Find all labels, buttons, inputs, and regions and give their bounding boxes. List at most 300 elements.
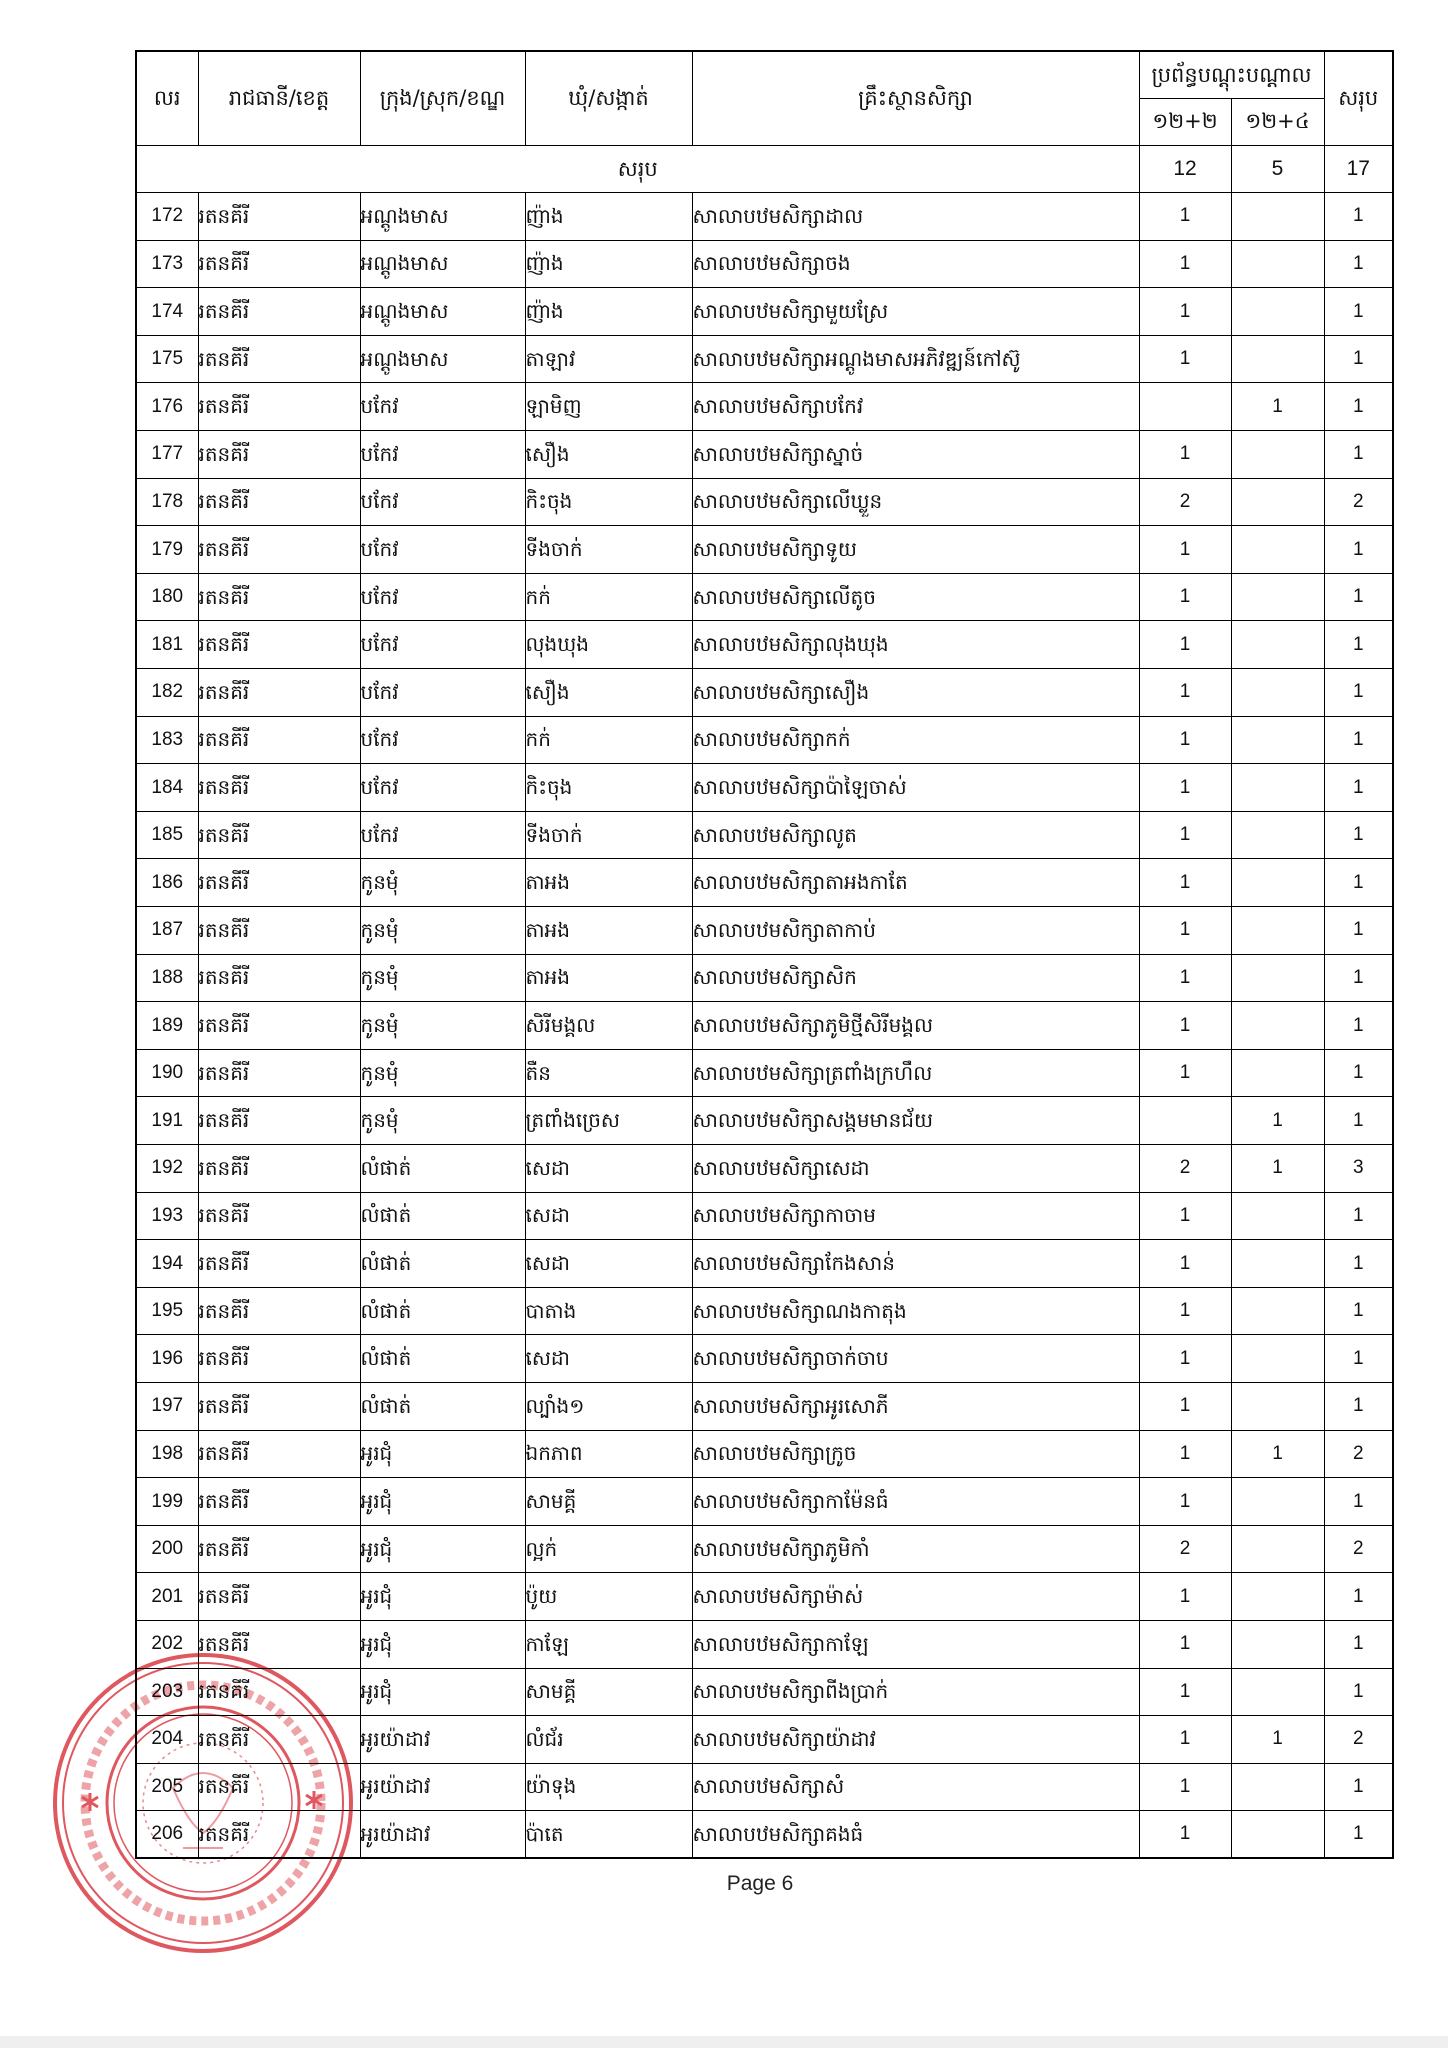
count-12-4 — [1231, 764, 1324, 812]
school-name: សាលាបឋមសិក្សាសិក — [692, 954, 1139, 1002]
commune-cell: កក់ — [525, 573, 692, 621]
row-number: 205 — [136, 1763, 198, 1811]
province-cell: រតនគីរី — [198, 1763, 360, 1811]
table-row — [136, 1002, 1393, 1050]
row-total: 1 — [1324, 716, 1393, 764]
commune-cell: តាឡាវ — [525, 335, 692, 383]
commune-cell: កិះចុង — [525, 478, 692, 526]
school-name: សាលាបឋមសិក្សាសឿង — [692, 669, 1139, 717]
school-name: សាលាបឋមសិក្សាលូត — [692, 811, 1139, 859]
count-12-4 — [1231, 1049, 1324, 1097]
province-cell: រតនគីរី — [198, 1382, 360, 1430]
count-12-2: 1 — [1139, 621, 1231, 669]
count-12-2: 1 — [1139, 1240, 1231, 1288]
province-cell: រតនគីរី — [198, 288, 360, 336]
count-12-2: 1 — [1139, 1430, 1231, 1478]
row-number: 195 — [136, 1287, 198, 1335]
count-12-4 — [1231, 193, 1324, 241]
school-name: សាលាបឋមសិក្សាត្រពាំងក្រហឹល — [692, 1049, 1139, 1097]
row-total: 1 — [1324, 1811, 1393, 1859]
commune-cell: ត្រពាំងច្រេស — [525, 1097, 692, 1145]
count-12-4: 1 — [1231, 1430, 1324, 1478]
count-12-4 — [1231, 621, 1324, 669]
table-body — [136, 145, 1393, 1858]
table-row — [136, 907, 1393, 955]
province-cell: រតនគីរី — [198, 1668, 360, 1716]
school-name: សាលាបឋមសិក្សាក្រូច — [692, 1430, 1139, 1478]
count-12-4 — [1231, 1287, 1324, 1335]
school-name: សាលាបឋមសិក្សាលុងឃុង — [692, 621, 1139, 669]
province-cell: រតនគីរី — [198, 526, 360, 574]
school-name: សាលាបឋមសិក្សាតាកាប់ — [692, 907, 1139, 955]
summary-label: សរុប — [136, 145, 1139, 193]
province-cell: រតនគីរី — [198, 954, 360, 1002]
district-cell: កូនមុំ — [360, 859, 525, 907]
district-cell: អូរយ៉ាដាវ — [360, 1716, 525, 1764]
commune-cell: លំជ័រ — [525, 1716, 692, 1764]
province-cell: រតនគីរី — [198, 669, 360, 717]
province-cell: រតនគីរី — [198, 431, 360, 479]
commune-cell: តាអង — [525, 954, 692, 1002]
commune-cell: ញ៉ាង — [525, 288, 692, 336]
count-12-2: 1 — [1139, 716, 1231, 764]
count-12-2: 1 — [1139, 1049, 1231, 1097]
district-cell: លំផាត់ — [360, 1192, 525, 1240]
school-name: សាលាបឋមសិក្សាណងកាតុង — [692, 1287, 1139, 1335]
count-12-4 — [1231, 1525, 1324, 1573]
row-number: 206 — [136, 1811, 198, 1859]
count-12-4 — [1231, 1002, 1324, 1050]
count-12-4 — [1231, 1335, 1324, 1383]
school-name: សាលាបឋមសិក្សាសេដា — [692, 1144, 1139, 1192]
row-number: 201 — [136, 1573, 198, 1621]
count-12-2: 1 — [1139, 1573, 1231, 1621]
count-12-2: 1 — [1139, 1668, 1231, 1716]
table-row — [136, 954, 1393, 1002]
header-district: ក្រុង/ស្រុក/ខណ្ឌ — [360, 51, 525, 145]
school-name: សាលាបឋមសិក្សាតាអងកាតែ — [692, 859, 1139, 907]
district-cell: បកែវ — [360, 383, 525, 431]
province-cell: រតនគីរី — [198, 240, 360, 288]
count-12-2: 2 — [1139, 1525, 1231, 1573]
count-12-4 — [1231, 716, 1324, 764]
row-number: 187 — [136, 907, 198, 955]
district-cell: កូនមុំ — [360, 1049, 525, 1097]
count-12-2: 1 — [1139, 764, 1231, 812]
commune-cell: សឿង — [525, 669, 692, 717]
province-cell: រតនគីរី — [198, 1811, 360, 1859]
count-12-4: 1 — [1231, 1716, 1324, 1764]
province-cell: រតនគីរី — [198, 1430, 360, 1478]
row-total: 2 — [1324, 1716, 1393, 1764]
count-12-4 — [1231, 1620, 1324, 1668]
summary-12-4: 5 — [1231, 145, 1324, 193]
school-name: សាលាបឋមសិក្សាទូយ — [692, 526, 1139, 574]
row-number: 204 — [136, 1716, 198, 1764]
header-province: រាជធានី/ខេត្ត — [198, 51, 360, 145]
row-total: 1 — [1324, 288, 1393, 336]
table-row — [136, 193, 1393, 241]
table-row — [136, 1716, 1393, 1764]
table-row — [136, 621, 1393, 669]
count-12-4 — [1231, 1478, 1324, 1526]
commune-cell: ល្អក់ — [525, 1525, 692, 1573]
count-12-4: 1 — [1231, 1097, 1324, 1145]
school-name: សាលាបឋមសិក្សាបកែវ — [692, 383, 1139, 431]
school-name: សាលាបឋមសិក្សាម៉ាស់ — [692, 1573, 1139, 1621]
commune-cell: ញ៉ាង — [525, 240, 692, 288]
count-12-4 — [1231, 335, 1324, 383]
school-name: សាលាបឋមសិក្សាកាម៉ែនធំ — [692, 1478, 1139, 1526]
row-number: 180 — [136, 573, 198, 621]
count-12-2: 1 — [1139, 1335, 1231, 1383]
district-cell: អូរជុំ — [360, 1620, 525, 1668]
commune-cell: ប៉ាតេ — [525, 1811, 692, 1859]
table-header — [136, 51, 1393, 145]
row-number: 202 — [136, 1620, 198, 1668]
row-total: 1 — [1324, 526, 1393, 574]
count-12-2 — [1139, 383, 1231, 431]
school-name: សាលាបឋមសិក្សាកាចាម — [692, 1192, 1139, 1240]
row-total: 1 — [1324, 193, 1393, 241]
table-row — [136, 335, 1393, 383]
table-row — [136, 1430, 1393, 1478]
table-row — [136, 1620, 1393, 1668]
district-cell: អូរជុំ — [360, 1430, 525, 1478]
district-cell: បកែវ — [360, 669, 525, 717]
table-row — [136, 1287, 1393, 1335]
province-cell: រតនគីរី — [198, 335, 360, 383]
row-number: 203 — [136, 1668, 198, 1716]
row-number: 200 — [136, 1525, 198, 1573]
row-total: 1 — [1324, 859, 1393, 907]
district-cell: បកែវ — [360, 478, 525, 526]
table-row — [136, 478, 1393, 526]
commune-cell: សេដា — [525, 1240, 692, 1288]
row-total: 2 — [1324, 478, 1393, 526]
province-cell: រតនគីរី — [198, 1573, 360, 1621]
commune-cell: តាអង — [525, 859, 692, 907]
commune-cell: បាតាង — [525, 1287, 692, 1335]
table-row — [136, 716, 1393, 764]
header-system-12-2: ១២+២ — [1139, 98, 1231, 145]
district-cell: អណ្តូងមាស — [360, 335, 525, 383]
row-total: 1 — [1324, 621, 1393, 669]
table-row — [136, 1240, 1393, 1288]
table-row — [136, 240, 1393, 288]
district-cell: អណ្តូងមាស — [360, 288, 525, 336]
row-number: 174 — [136, 288, 198, 336]
count-12-4 — [1231, 526, 1324, 574]
district-cell: កូនមុំ — [360, 1097, 525, 1145]
count-12-2: 1 — [1139, 288, 1231, 336]
row-number: 183 — [136, 716, 198, 764]
row-total: 1 — [1324, 1097, 1393, 1145]
row-number: 173 — [136, 240, 198, 288]
count-12-2: 1 — [1139, 1763, 1231, 1811]
row-total: 1 — [1324, 1192, 1393, 1240]
school-name: សាលាបឋមសិក្សាកែងសាន់ — [692, 1240, 1139, 1288]
province-cell: រតនគីរី — [198, 1002, 360, 1050]
row-number: 181 — [136, 621, 198, 669]
table-row — [136, 1335, 1393, 1383]
row-number: 193 — [136, 1192, 198, 1240]
summary-12-2: 12 — [1139, 145, 1231, 193]
row-total: 1 — [1324, 1240, 1393, 1288]
school-name: សាលាបឋមសិក្សាលើឃ្លួន — [692, 478, 1139, 526]
row-total: 1 — [1324, 907, 1393, 955]
province-cell: រតនគីរី — [198, 383, 360, 431]
row-total: 1 — [1324, 954, 1393, 1002]
row-number: 189 — [136, 1002, 198, 1050]
count-12-4 — [1231, 811, 1324, 859]
commune-cell: សាមគ្គី — [525, 1478, 692, 1526]
district-cell: បកែវ — [360, 573, 525, 621]
header-institution: គ្រឹះស្ថានសិក្សា — [692, 51, 1139, 145]
row-total: 1 — [1324, 1002, 1393, 1050]
district-cell: កូនមុំ — [360, 1002, 525, 1050]
count-12-2: 1 — [1139, 193, 1231, 241]
table-row — [136, 383, 1393, 431]
school-name: សាលាបឋមសិក្សាសំ — [692, 1763, 1139, 1811]
district-cell: បកែវ — [360, 526, 525, 574]
commune-cell: តឺន — [525, 1049, 692, 1097]
table-row — [136, 1763, 1393, 1811]
count-12-2 — [1139, 1097, 1231, 1145]
school-name: សាលាបឋមសិក្សាលើតូច — [692, 573, 1139, 621]
commune-cell: សឿង — [525, 431, 692, 479]
district-cell: អូរជុំ — [360, 1478, 525, 1526]
row-total: 1 — [1324, 383, 1393, 431]
table-row — [136, 1478, 1393, 1526]
count-12-2: 1 — [1139, 1287, 1231, 1335]
count-12-2: 1 — [1139, 1620, 1231, 1668]
count-12-4: 1 — [1231, 383, 1324, 431]
table-row — [136, 1525, 1393, 1573]
count-12-2: 1 — [1139, 1716, 1231, 1764]
row-number: 199 — [136, 1478, 198, 1526]
header-number: លរ — [136, 51, 198, 145]
commune-cell: ល្បាំង១ — [525, 1382, 692, 1430]
district-cell: អូរជុំ — [360, 1525, 525, 1573]
table-row — [136, 526, 1393, 574]
count-12-2: 1 — [1139, 526, 1231, 574]
commune-cell: ទីងចាក់ — [525, 811, 692, 859]
row-number: 197 — [136, 1382, 198, 1430]
row-total: 1 — [1324, 1478, 1393, 1526]
row-total: 1 — [1324, 1335, 1393, 1383]
table-row — [136, 573, 1393, 621]
count-12-2: 1 — [1139, 1478, 1231, 1526]
commune-cell: តាអង — [525, 907, 692, 955]
row-total: 1 — [1324, 1668, 1393, 1716]
table-row — [136, 859, 1393, 907]
commune-cell: ទីងចាក់ — [525, 526, 692, 574]
school-name: សាលាបឋមសិក្សាកាឡែ — [692, 1620, 1139, 1668]
count-12-2: 1 — [1139, 1811, 1231, 1859]
table-row — [136, 1668, 1393, 1716]
table-row — [136, 431, 1393, 479]
table-row — [136, 669, 1393, 717]
count-12-4 — [1231, 907, 1324, 955]
row-total: 1 — [1324, 335, 1393, 383]
count-12-2: 1 — [1139, 431, 1231, 479]
commune-cell: ឡាមិញ — [525, 383, 692, 431]
header-training-system: ប្រព័ន្ធបណ្តុះបណ្តាល — [1139, 51, 1324, 98]
district-cell: អណ្តូងមាស — [360, 240, 525, 288]
row-total: 1 — [1324, 764, 1393, 812]
commune-cell: សិរីមង្គល — [525, 1002, 692, 1050]
province-cell: រតនគីរី — [198, 193, 360, 241]
district-cell: កូនមុំ — [360, 954, 525, 1002]
school-name: សាលាបឋមសិក្សាចាក់ចាប — [692, 1335, 1139, 1383]
school-name: សាលាបឋមសិក្សាប៉ាឡៃចាស់ — [692, 764, 1139, 812]
commune-cell: ឯកភាព — [525, 1430, 692, 1478]
count-12-4: 1 — [1231, 1144, 1324, 1192]
province-cell: រតនគីរី — [198, 1525, 360, 1573]
district-cell: លំផាត់ — [360, 1144, 525, 1192]
commune-cell: លុងឃុង — [525, 621, 692, 669]
district-cell: កូនមុំ — [360, 907, 525, 955]
row-total: 1 — [1324, 1287, 1393, 1335]
district-cell: អណ្តូងមាស — [360, 193, 525, 241]
school-name: សាលាបឋមសិក្សាពីងប្រាក់ — [692, 1668, 1139, 1716]
commune-cell: សេដា — [525, 1335, 692, 1383]
table-row — [136, 1097, 1393, 1145]
count-12-2: 2 — [1139, 478, 1231, 526]
table-row — [136, 1049, 1393, 1097]
district-cell: អូរជុំ — [360, 1668, 525, 1716]
row-number: 177 — [136, 431, 198, 479]
row-total: 1 — [1324, 1763, 1393, 1811]
count-12-4 — [1231, 1668, 1324, 1716]
row-number: 194 — [136, 1240, 198, 1288]
row-number: 172 — [136, 193, 198, 241]
school-name: សាលាបឋមសិក្សាអូរសោភី — [692, 1382, 1139, 1430]
count-12-4 — [1231, 954, 1324, 1002]
province-cell: រតនគីរី — [198, 573, 360, 621]
school-name: សាលាបឋមសិក្សាដាល — [692, 193, 1139, 241]
table-row — [136, 764, 1393, 812]
row-number: 190 — [136, 1049, 198, 1097]
row-number: 175 — [136, 335, 198, 383]
school-name: សាលាបឋមសិក្សាកក់ — [692, 716, 1139, 764]
count-12-2: 1 — [1139, 811, 1231, 859]
row-number: 196 — [136, 1335, 198, 1383]
school-name: សាលាបឋមសិក្សាសង្គមមានជ័យ — [692, 1097, 1139, 1145]
commune-cell: សាមគ្គី — [525, 1668, 692, 1716]
row-number: 185 — [136, 811, 198, 859]
district-cell: បកែវ — [360, 811, 525, 859]
row-number: 198 — [136, 1430, 198, 1478]
district-cell: អូរយ៉ាដាវ — [360, 1811, 525, 1859]
province-cell: រតនគីរី — [198, 478, 360, 526]
count-12-4 — [1231, 1763, 1324, 1811]
count-12-4 — [1231, 240, 1324, 288]
commune-cell: ញ៉ាង — [525, 193, 692, 241]
province-cell: រតនគីរី — [198, 1478, 360, 1526]
header-system-12-4: ១២+៤ — [1231, 98, 1324, 145]
row-number: 182 — [136, 669, 198, 717]
table-row — [136, 288, 1393, 336]
header-commune: ឃុំ/សង្កាត់ — [525, 51, 692, 145]
page-number: Page 6 — [726, 1872, 794, 1895]
row-number: 176 — [136, 383, 198, 431]
count-12-4 — [1231, 1382, 1324, 1430]
district-cell: លំផាត់ — [360, 1335, 525, 1383]
province-cell: រតនគីរី — [198, 1620, 360, 1668]
stamp-star-left-icon — [82, 1793, 98, 1811]
table-row — [136, 1144, 1393, 1192]
province-cell: រតនគីរី — [198, 1192, 360, 1240]
province-cell: រតនគីរី — [198, 764, 360, 812]
row-total: 1 — [1324, 240, 1393, 288]
province-cell: រតនគីរី — [198, 907, 360, 955]
province-cell: រតនគីរី — [198, 1335, 360, 1383]
count-12-2: 1 — [1139, 240, 1231, 288]
count-12-2: 1 — [1139, 954, 1231, 1002]
province-cell: រតនគីរី — [198, 1240, 360, 1288]
province-cell: រតនគីរី — [198, 811, 360, 859]
province-cell: រតនគីរី — [198, 716, 360, 764]
commune-cell: កក់ — [525, 716, 692, 764]
table-row — [136, 1573, 1393, 1621]
school-name: សាលាបឋមសិក្សាមួយស្រែ — [692, 288, 1139, 336]
row-total: 1 — [1324, 573, 1393, 621]
row-total: 1 — [1324, 1620, 1393, 1668]
commune-cell: យ៉ាទុង — [525, 1763, 692, 1811]
province-cell: រតនគីរី — [198, 859, 360, 907]
count-12-2: 2 — [1139, 1144, 1231, 1192]
count-12-4 — [1231, 1573, 1324, 1621]
count-12-2: 1 — [1139, 907, 1231, 955]
row-number: 179 — [136, 526, 198, 574]
commune-cell: កិះចុង — [525, 764, 692, 812]
commune-cell: សេដា — [525, 1192, 692, 1240]
province-cell: រតនគីរី — [198, 621, 360, 669]
row-number: 178 — [136, 478, 198, 526]
table-row — [136, 1811, 1393, 1859]
row-number: 192 — [136, 1144, 198, 1192]
table-row — [136, 811, 1393, 859]
district-cell: បកែវ — [360, 764, 525, 812]
table-row — [136, 1192, 1393, 1240]
district-cell: អូរជុំ — [360, 1573, 525, 1621]
row-total: 1 — [1324, 431, 1393, 479]
row-total: 2 — [1324, 1525, 1393, 1573]
school-name: សាលាបឋមសិក្សាគងធំ — [692, 1811, 1139, 1859]
school-name: សាលាបឋមសិក្សាអណ្តូងមាសអភិវឌ្ឍន៍កៅស៊ូ — [692, 335, 1139, 383]
row-total: 1 — [1324, 1573, 1393, 1621]
count-12-4 — [1231, 431, 1324, 479]
district-cell: អូរយ៉ាដាវ — [360, 1763, 525, 1811]
commune-cell: ប៉ូយ — [525, 1573, 692, 1621]
count-12-2: 1 — [1139, 859, 1231, 907]
province-cell: រតនគីរី — [198, 1097, 360, 1145]
province-cell: រតនគីរី — [198, 1716, 360, 1764]
row-total: 1 — [1324, 1382, 1393, 1430]
count-12-2: 1 — [1139, 1002, 1231, 1050]
district-cell: លំផាត់ — [360, 1287, 525, 1335]
district-cell: បកែវ — [360, 716, 525, 764]
district-cell: លំផាត់ — [360, 1240, 525, 1288]
row-number: 188 — [136, 954, 198, 1002]
school-table — [135, 50, 1394, 1859]
summary-row — [136, 145, 1393, 193]
count-12-4 — [1231, 1240, 1324, 1288]
province-cell: រតនគីរី — [198, 1287, 360, 1335]
school-name: សាលាបឋមសិក្សាយ៉ាដាវ — [692, 1716, 1139, 1764]
